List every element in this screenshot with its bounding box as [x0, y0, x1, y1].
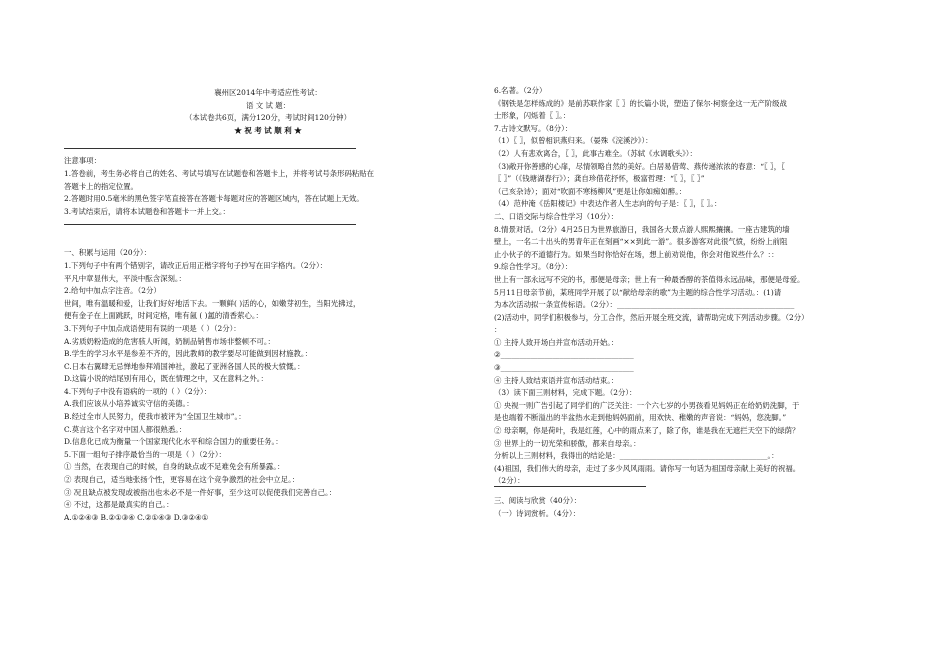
question-line: 平凡中章显伟大，平淡中酝含深刻。： — [64, 273, 186, 283]
notice-line: 2.答题时用0.5毫米的黑色签字笔直接答在答题卡每题对应的答题区域内，答在试题上无效。 — [64, 194, 364, 204]
options-line: A.①②④③ B.②①③④ C.②①④③ D.③②④① — [64, 512, 209, 522]
exam-title: 襄州区2014年中考适应性考试： — [214, 88, 322, 97]
option-line: A.劣质奶粉造成的危害骇人听闻，奶制品销售市场非整顿不可。： — [64, 336, 275, 346]
question-line: （3）读下面三则材料，完成下题。（2分）： — [494, 388, 637, 398]
section-heading: 二、口语交际与综合性学习（10分）： — [494, 211, 618, 221]
question-line: （1）〖 〗，似曾相识燕归来。（晏殊《浣溪沙》）： — [494, 136, 653, 146]
question-line: （2分）： — [494, 476, 525, 486]
question-line: 士形象，闪烁着〖 〗。： — [494, 111, 571, 121]
exam-wish: ★ 祝 考 试 顺 利 ★ — [234, 125, 302, 135]
sentence-line: ① 当然，在表现自己的时候，自身的缺点或不足难免会有所暴露。： — [64, 462, 285, 472]
step-line: ④ 主持人致结束语并宣布活动结束。： — [494, 375, 619, 385]
question-line: 便有金子在上面跳跃，时间定格，唯有氤 ( )氲的清香萦心。： — [64, 311, 263, 321]
question-line: ： — [494, 325, 502, 335]
question-line: 3.下列句子中加点成语使用有误的一项是（ ）（2分）： — [64, 323, 241, 333]
question-line: 世间，唯有温暖和爱，让我们好好地活下去。一颗鲜( )活的心，如嫩芽初生，当阳光拂过， — [64, 298, 361, 308]
question-line: 7.古诗文默写。（8分）： — [494, 123, 573, 133]
question-line: 4.下列句子中没有语病的一项的（ ）（2分）： — [64, 386, 212, 396]
question-line: 6.名著。（2分） — [494, 86, 547, 95]
question-line: 2.给句中加点字注音。（2分） — [64, 286, 161, 296]
exam-info: （本试卷共6页，满分120分，考试时间120分钟） — [185, 113, 351, 123]
question-line: 止小伙子的不道德行为。如果当时你恰好在场，想上前劝说他，你会对他说些什么？：： — [494, 249, 779, 259]
question-line: （4）范仲淹《岳阳楼记》中表达作者人生志向的句子是：〖 〗，〖 〗。： — [494, 199, 722, 209]
option-line: D.信息化已成为衡量一个国家现代化水平和综合国力的重要任务。： — [64, 437, 283, 447]
right-column — [494, 0, 888, 520]
exam-subject: 语 文 试 题： — [245, 100, 290, 110]
sentence-line: ③ 况且缺点被发现或被指出也未必不是一件好事，至少这可以促使我们完善自己。： — [64, 487, 337, 497]
question-line: 8.情景对话。（2分）4月25日为世界旅游日，我国各大景点游人熙熙攘攘。一座古建筑的墙 — [494, 224, 790, 234]
notice-line: 3.考试结束后，请将本试题卷和答题卡一并上交。： — [64, 206, 230, 216]
question-line: 分析以上三则材料，我得出的结论是：________________________________________。： — [494, 451, 779, 461]
question-line: 世上有一部永远写不完的书，那便是母亲；世上有一种最香醇的茶值得永远品味，那便是母爱。 — [494, 274, 805, 284]
question-line: 为本次活动拟一条宣传标语。（2分）：________________________________________________ — [494, 300, 795, 310]
question-line: （2）人有悲欢离合，〖 〗，此事古难全。（苏轼《水调歌头》）： — [494, 148, 697, 158]
question-line: （3)敞开你善感的心扉，尽情领略自然的美好。白居易借莺、燕传递浓浓的春意：“〖 〗，〖 — [494, 161, 785, 171]
sentence-line: ④ 不过，这都是最真实的自己。： — [64, 500, 174, 510]
question-line: 5月11日母亲节前，某班同学开展了以“献给母亲的歌”为主题的综合性学习活动。：(1)请 — [494, 287, 782, 297]
step-line: ②____________________________________ — [494, 350, 634, 360]
question-line: 〖 〗”（《钱塘湖春行》）；龚自珍借花抒怀，极富哲理：“〖 〗，〖 〗” — [494, 174, 705, 184]
question-line: 壁上，一名二十出头的男青年正在刻画“××到此一游”。很多游客对此很气愤，纷纷上前阻 — [494, 237, 788, 247]
option-line: C.莫言这个名字对中国人都很熟悉。： — [64, 424, 187, 434]
question-line: 9.综合性学习。（8分）： — [494, 262, 573, 272]
question-line: （己亥杂诗）；面对“吹面不寒杨柳风”更是让你如痴如醉。： — [494, 186, 687, 196]
material-line: ③ 世界上的一切光荣和骄傲，都来自母亲。： — [494, 438, 641, 448]
question-line: (4)祖国，我们伟大的母亲，走过了多少风风雨雨。请你写一句话为祖国母亲献上美好的祝福。 — [494, 463, 801, 473]
material-line: ① 央视一则广告引起了同学们的广泛关注：一个六七岁的小男孩看见妈妈正在给奶奶洗脚，于 — [494, 400, 800, 410]
option-line: B.经过全市人民努力，使我市被评为“全国卫生城市”。： — [64, 412, 246, 422]
sentence-line: ② 表现自己，适当地张扬个性，更容易在这个竞争激烈的社会中立足。： — [64, 475, 300, 485]
notice-title: 注意事项： — [64, 156, 101, 166]
notice-line: 答题卡上的指定位置。 — [64, 181, 138, 191]
step-line: ① 主持人致开场白并宣布活动开始。： — [494, 337, 619, 347]
material-line: ② 母亲啊，你是荷叶，我是红莲，心中的雨点来了，除了你，谁是我在无遮拦天空下的绿荫？ — [494, 426, 800, 436]
question-line: 《钢铁是怎样炼成的》是前苏联作家〖 〗的长篇小说，塑造了保尔·柯察金这一无产阶级战 — [494, 98, 787, 108]
section-heading: 三、阅读与欣赏（40分）： — [494, 496, 582, 505]
question-line: （一）诗词赏析。（4分）： — [494, 508, 580, 518]
question-line: (2)活动中，同学们积极参与，分工合作，然后开展全班交流，请帮助完成下列活动步骤。（2分） — [494, 312, 809, 322]
option-line: C.日本右翼肆无忌惮地参拜靖国神社，激起了亚洲各国人民的极大愤慨。： — [64, 361, 305, 371]
question-line: 5.下面一组句子排序最恰当的一项是（ ）（2分）： — [64, 449, 226, 459]
left-column — [64, 0, 472, 524]
question-line: 1.下列句子中有两个错别字，请改正后用正楷字将句子抄写在田字格内。（2分）： — [64, 260, 328, 270]
notice-line: 1.答卷前，考生务必将自己的姓名、考试号填写在试题卷和答题卡上，并将考试号条形码粘贴在 — [64, 168, 375, 178]
option-line: D.这篇小说的结尾别有用心，既在情理之中，又在意料之外。： — [64, 374, 268, 384]
material-line: 是也端着不断溢出的半盆热水走到他妈妈面前，用欢快、稚嫩的声音说：“妈妈，您洗脚。” — [494, 413, 787, 423]
step-line: ③____________________________________ — [494, 363, 634, 373]
option-line: B.学生的学习水平是参差不齐的，因此教师的教学要尽可能做到因材施教。： — [64, 349, 312, 359]
section-heading: 一、积累与运用（20分）： — [64, 248, 152, 258]
option-line: A.我们应该从小培养诚实守信的美德。： — [64, 399, 194, 409]
